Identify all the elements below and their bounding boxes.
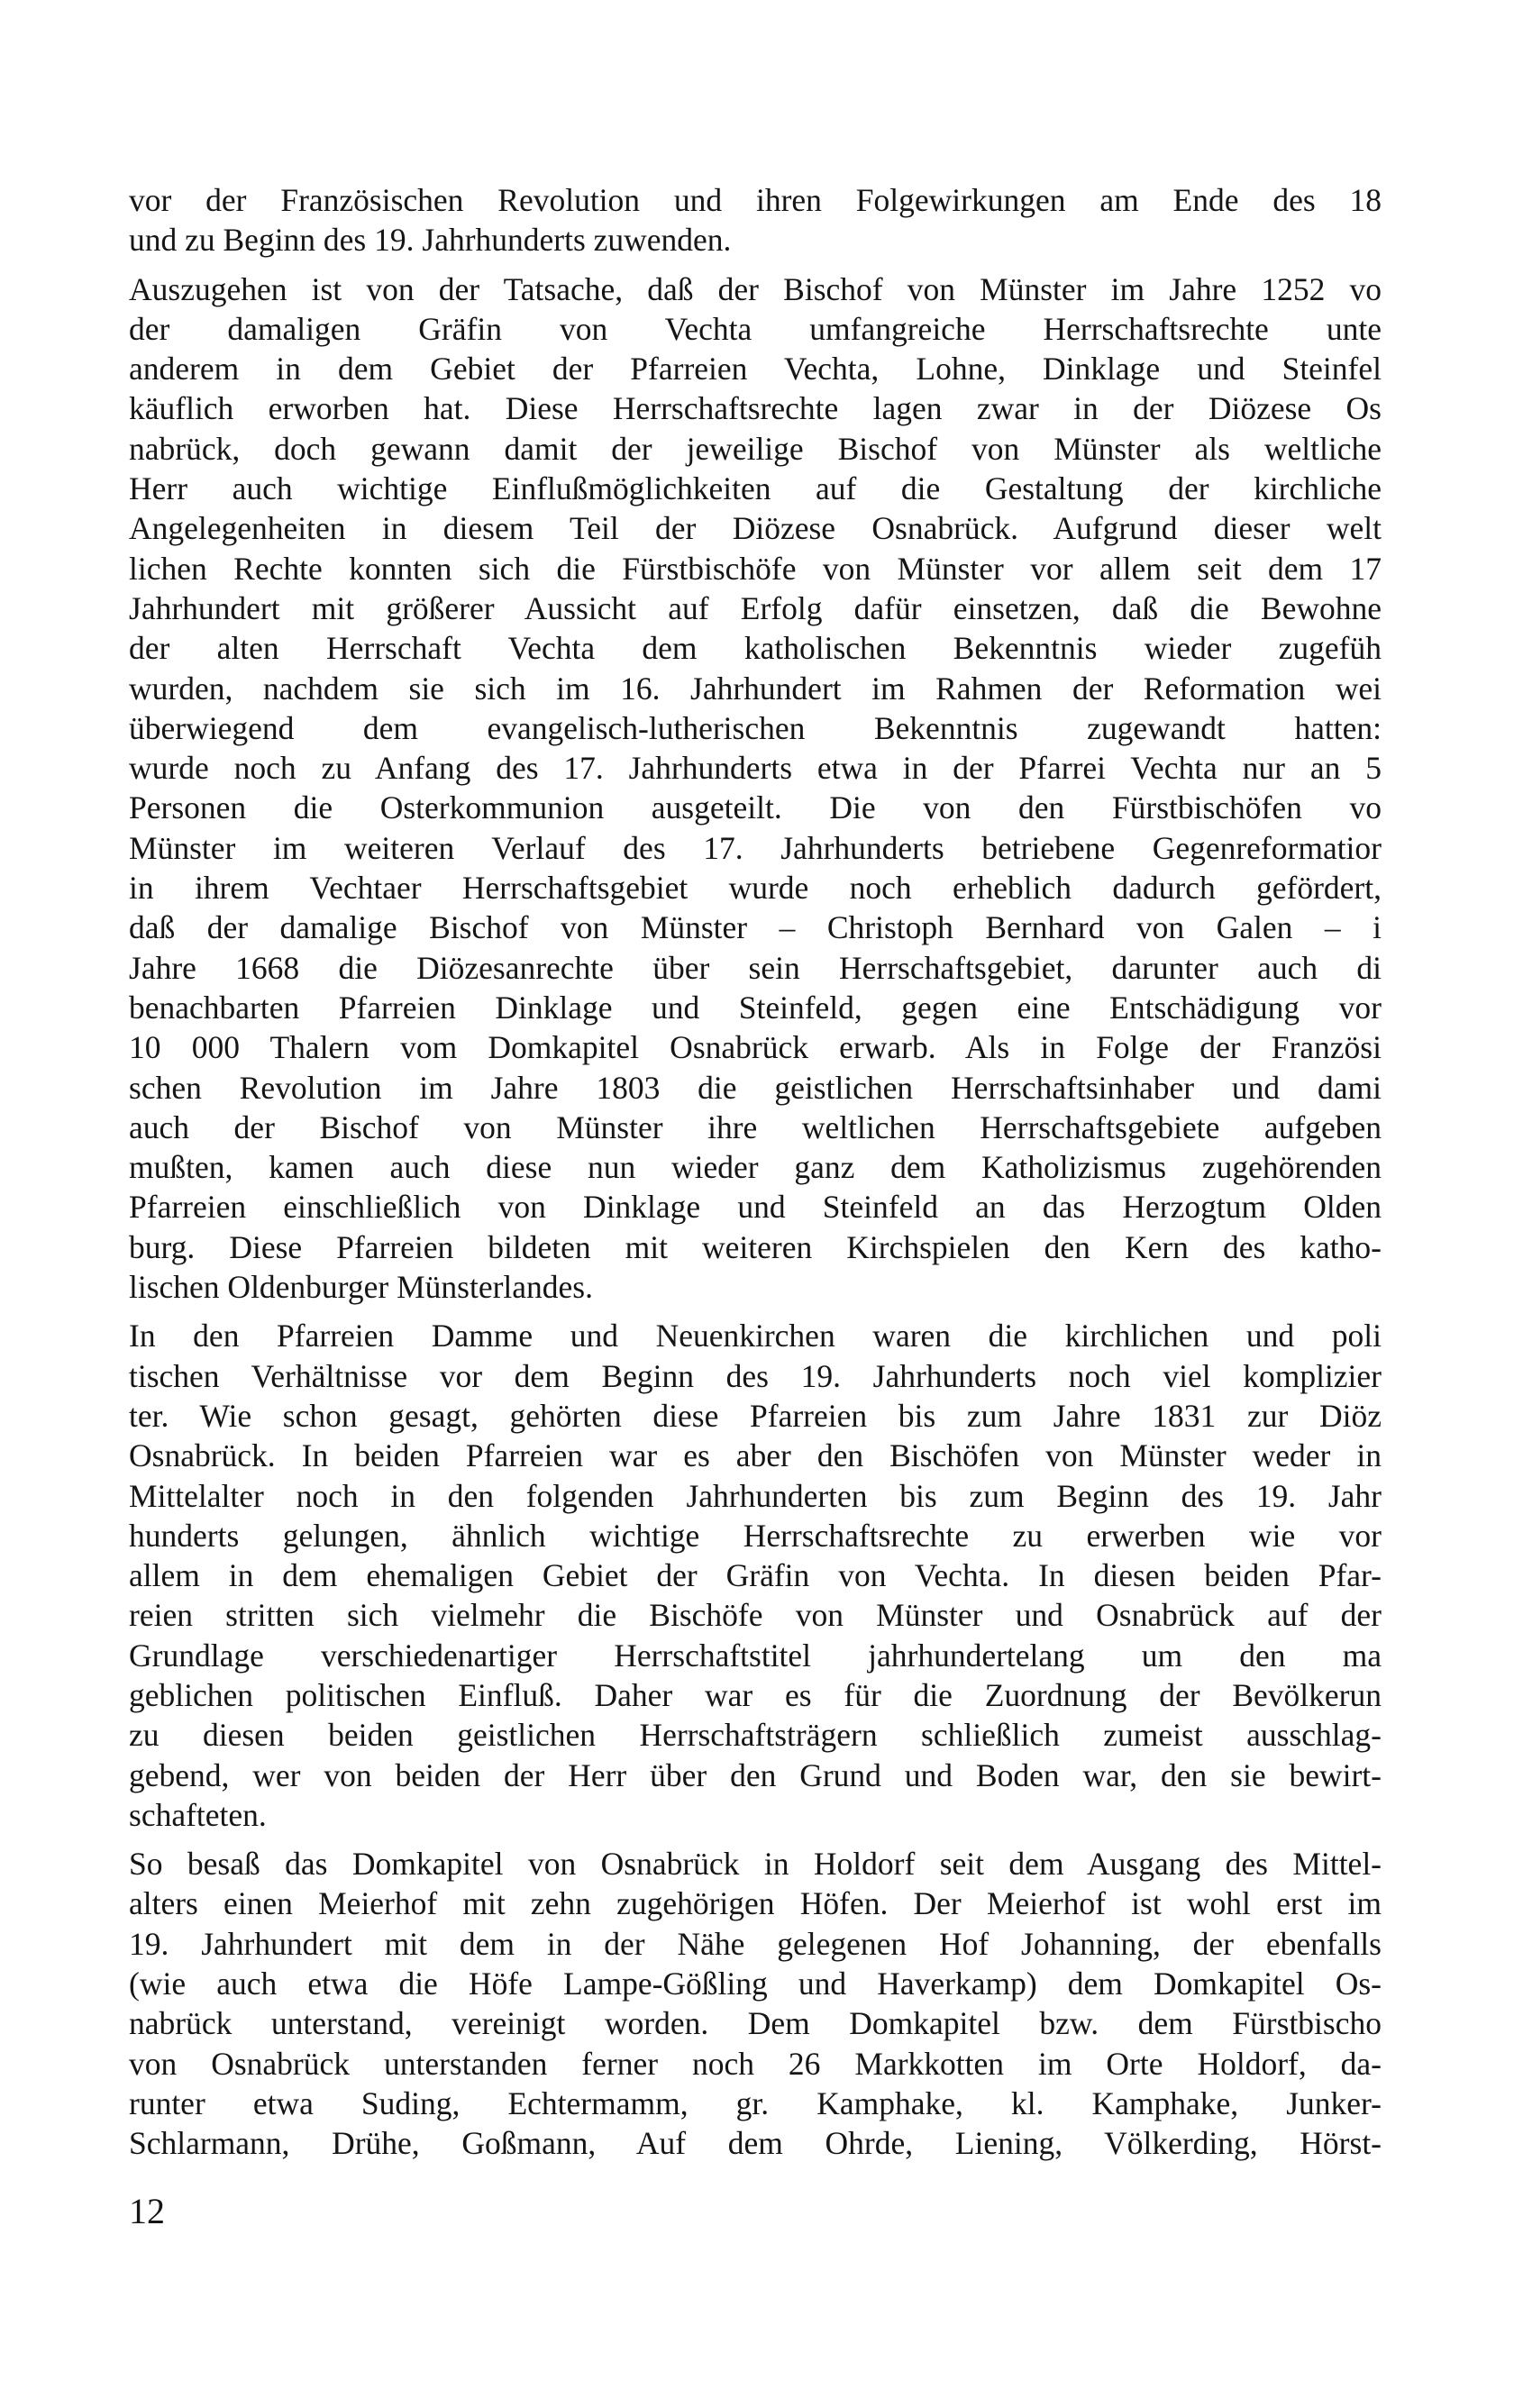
- text-line: vor der Französischen Revolution und ihren Folgewirkungen am Ende des 18: [129, 182, 1382, 218]
- text-line: Mittelalter noch in den folgenden Jahrhunderten bis zum Beginn des 19. Jahr: [129, 1477, 1382, 1514]
- text-line: Pfarreien einschließlich von Dinklage und Steinfeld an das Herzogtum Olden: [129, 1189, 1382, 1226]
- text-line: Personen die Osterkommunion ausgeteilt. Die von den Fürstbischöfen vo: [129, 789, 1382, 826]
- text-line: überwiegend dem evangelisch-lutherischen Bekenntnis zugewandt hatten:: [129, 709, 1382, 746]
- paragraph: [129, 269, 1382, 1308]
- text-line: auch der Bischof von Münster ihre weltlichen Herrschaftsgebiete aufgeben: [129, 1108, 1382, 1145]
- text-line: Jahrhundert mit größerer Aussicht auf Erfolg dafür einsetzen, daß die Bewohne: [129, 589, 1382, 626]
- text-line: nabrück, doch gewann damit der jeweilige Bischof von Münster als weltliche: [129, 430, 1382, 467]
- text-line: reien stritten sich vielmehr die Bischöfe von Münster und Osnabrück auf der: [129, 1597, 1382, 1634]
- text-line: anderem in dem Gebiet der Pfarreien Vechta, Lohne, Dinklage und Steinfel: [129, 351, 1382, 388]
- paragraph: [129, 1844, 1382, 2163]
- text-line: So besaß das Domkapitel von Osnabrück in Holdorf seit dem Ausgang des Mittel-: [129, 1846, 1382, 1883]
- text-line: benachbarten Pfarreien Dinklage und Steinfeld, gegen eine Entschädigung vor: [129, 989, 1382, 1026]
- text-line: daß der damalige Bischof von Münster – Christoph Bernhard von Galen – i: [129, 909, 1382, 946]
- text-line: wurde noch zu Anfang des 17. Jahrhunderts etwa in der Pfarrei Vechta nur an 5: [129, 750, 1382, 787]
- text-line: 19. Jahrhundert mit dem in der Nähe gelegenen Hof Johanning, der ebenfalls: [129, 1925, 1382, 1962]
- text-line: schen Revolution im Jahre 1803 die geistlichen Herrschaftsinhaber und dami: [129, 1069, 1382, 1106]
- text-line: (wie auch etwa die Höfe Lampe-Gößling und Haverkamp) dem Domkapitel Os-: [129, 1966, 1382, 2002]
- paragraph: [129, 180, 1382, 260]
- text-line: nabrück unterstand, vereinigt worden. Dem Domkapitel bzw. dem Fürstbischo: [129, 2005, 1382, 2042]
- text-line: käuflich erworben hat. Diese Herrschaftsrechte lagen zwar in der Diözese Os: [129, 390, 1382, 427]
- page-number: 12: [129, 2191, 165, 2231]
- text-line: Osnabrück. In beiden Pfarreien war es aber den Bischöfen von Münster weder in: [129, 1437, 1382, 1474]
- text-line: allem in dem ehemaligen Gebiet der Gräfin von Vechta. In diesen beiden Pfar-: [129, 1557, 1382, 1594]
- text-line: zu diesen beiden geistlichen Herrschaftsträgern schließlich zumeist ausschlag-: [129, 1717, 1382, 1754]
- text-line: lichen Rechte konnten sich die Fürstbischöfe von Münster vor allem seit dem 17: [129, 550, 1382, 587]
- text-line: Angelegenheiten in diesem Teil der Diözese Osnabrück. Aufgrund dieser welt: [129, 510, 1382, 547]
- text-line: der damaligen Gräfin von Vechta umfangreiche Herrschaftsrechte unte: [129, 310, 1382, 347]
- text-line: und zu Beginn des 19. Jahrhunderts zuwenden.: [129, 222, 732, 259]
- text-line: mußten, kamen auch diese nun wieder ganz dem Katholizismus zugehörenden: [129, 1149, 1382, 1186]
- text-line: ter. Wie schon gesagt, gehörten diese Pfarreien bis zum Jahre 1831 zur Diöz: [129, 1397, 1382, 1434]
- text-line: wurden, nachdem sie sich im 16. Jahrhundert im Rahmen der Reformation wei: [129, 670, 1382, 707]
- text-line: lischen Oldenburger Münsterlandes.: [129, 1269, 593, 1306]
- text-line: Auszugehen ist von der Tatsache, daß der Bischof von Münster im Jahre 1252 vo: [129, 270, 1382, 307]
- text-line: Schlarmann, Drühe, Goßmann, Auf dem Ohrde, Liening, Völkerding, Hörst-: [129, 2125, 1382, 2162]
- text-line: in ihrem Vechtaer Herrschaftsgebiet wurde noch erheblich dadurch gefördert,: [129, 870, 1382, 907]
- text-line: alters einen Meierhof mit zehn zugehörigen Höfen. Der Meierhof ist wohl erst im: [129, 1885, 1382, 1922]
- text-line: 10 000 Thalern vom Domkapitel Osnabrück erwarb. Als in Folge der Französi: [129, 1029, 1382, 1066]
- text-line: gebend, wer von beiden der Herr über den Grund und Boden war, den sie bewirt-: [129, 1756, 1382, 1793]
- text-line: burg. Diese Pfarreien bildeten mit weiteren Kirchspielen den Kern des katho-: [129, 1228, 1382, 1265]
- text-line: runter etwa Suding, Echtermamm, gr. Kamphake, kl. Kamphake, Junker-: [129, 2084, 1382, 2121]
- text-line: tischen Verhältnisse vor dem Beginn des 19. Jahrhunderts noch viel komplizier: [129, 1357, 1382, 1394]
- body-text: [129, 180, 1382, 2173]
- text-line: Jahre 1668 die Diözesanrechte über sein Herrschaftsgebiet, darunter auch di: [129, 949, 1382, 986]
- paragraph: [129, 1316, 1382, 1835]
- text-line: geblichen politischen Einfluß. Daher war es für die Zuordnung der Bevölkerun: [129, 1676, 1382, 1713]
- text-line: von Osnabrück unterstanden ferner noch 26 Markkotten im Orte Holdorf, da-: [129, 2045, 1382, 2082]
- text-line: Grundlage verschiedenartiger Herrschaftstitel jahrhundertelang um den ma: [129, 1637, 1382, 1674]
- text-line: Münster im weiteren Verlauf des 17. Jahrhunderts betriebene Gegenreformatior: [129, 829, 1382, 866]
- text-line: Herr auch wichtige Einflußmöglichkeiten auf die Gestaltung der kirchliche: [129, 470, 1382, 507]
- text-line: In den Pfarreien Damme und Neuenkirchen waren die kirchlichen und poli: [129, 1318, 1382, 1354]
- text-line: schafteten.: [129, 1796, 267, 1833]
- text-line: hunderts gelungen, ähnlich wichtige Herrschaftsrechte zu erwerben wie vor: [129, 1517, 1382, 1554]
- text-line: der alten Herrschaft Vechta dem katholischen Bekenntnis wieder zugefüh: [129, 630, 1382, 667]
